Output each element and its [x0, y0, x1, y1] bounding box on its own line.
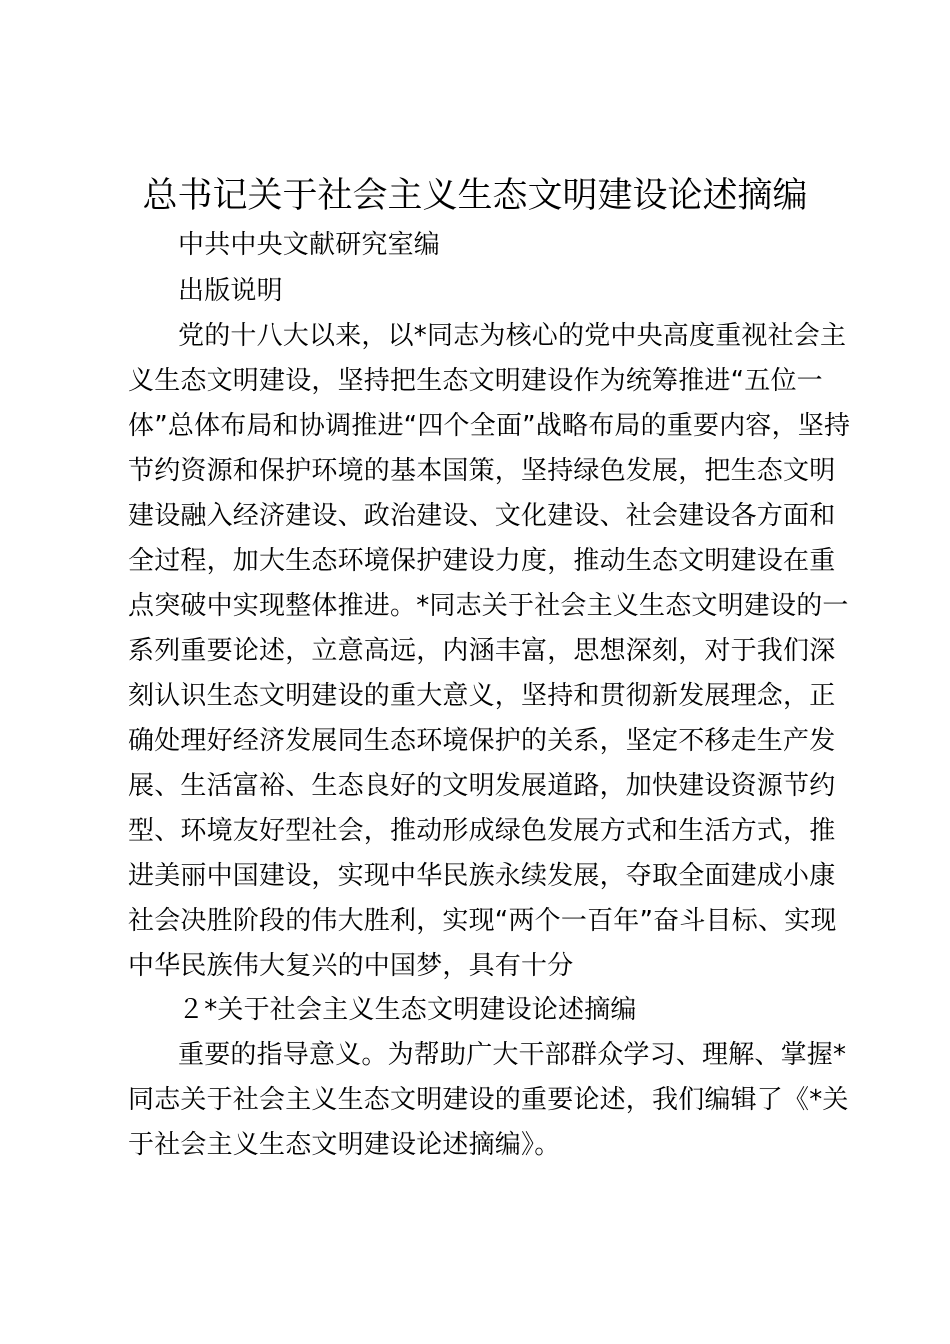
paragraph-line: 党的十八大以来，以*同志为核心的党中央高度重视社会主 — [178, 321, 847, 351]
paragraph-line: 中华民族伟大复兴的中国梦，具有十分 — [128, 951, 574, 981]
paragraph-line: 建设融入经济建设、政治建设、文化建设、社会建设各方面和 — [128, 501, 836, 531]
paragraph-line: 确处理好经济发展同生态环境保护的关系，坚定不移走生产发 — [128, 726, 836, 756]
paragraph-line: 体”总体布局和协调推进“四个全面”战略布局的重要内容，坚持 — [128, 411, 851, 441]
paragraph-line: 展、生活富裕、生态良好的文明发展道路，加快建设资源节约 — [128, 771, 836, 801]
paragraph-line: 节约资源和保护环境的基本国策，坚持绿色发展，把生态文明 — [128, 456, 836, 486]
paragraph-line: 型、环境友好型社会，推动形成绿色发展方式和生活方式，推 — [128, 816, 836, 846]
document-title: 总书记关于社会主义生态文明建设论述摘编 — [142, 176, 808, 216]
paragraph-line: 系列重要论述，立意高远，内涵丰富，思想深刻，对于我们深 — [128, 636, 836, 666]
paragraph-line: 义生态文明建设，坚持把生态文明建设作为统筹推进“五位一 — [128, 366, 823, 396]
paragraph-line: 全过程，加大生态环境保护建设力度，推动生态文明建设在重 — [128, 546, 836, 576]
paragraph-line: 进美丽中国建设，实现中华民族永续发展，夺取全面建成小康 — [128, 861, 836, 891]
section-heading: 出版说明 — [178, 276, 283, 306]
paragraph-line: 刻认识生态文明建设的重大意义，坚持和贯彻新发展理念，正 — [128, 681, 836, 711]
paragraph-line: 重要的指导意义。为帮助广大干部群众学习、理解、掌握* — [178, 1040, 847, 1070]
editor-line: 中共中央文献研究室编 — [178, 230, 441, 260]
paragraph-line: 于社会主义生态文明建设论述摘编》。 — [128, 1130, 561, 1160]
paragraph-line: 同志关于社会主义生态文明建设的重要论述，我们编辑了《*关 — [128, 1085, 849, 1115]
page-header-line: ２*关于社会主义生态文明建设论述摘编 — [178, 995, 637, 1025]
paragraph-line: 点突破中实现整体推进。*同志关于社会主义生态文明建设的一 — [128, 591, 849, 621]
paragraph-line: 社会决胜阶段的伟大胜利，实现“两个一百年”奋斗目标、实现 — [128, 906, 837, 936]
